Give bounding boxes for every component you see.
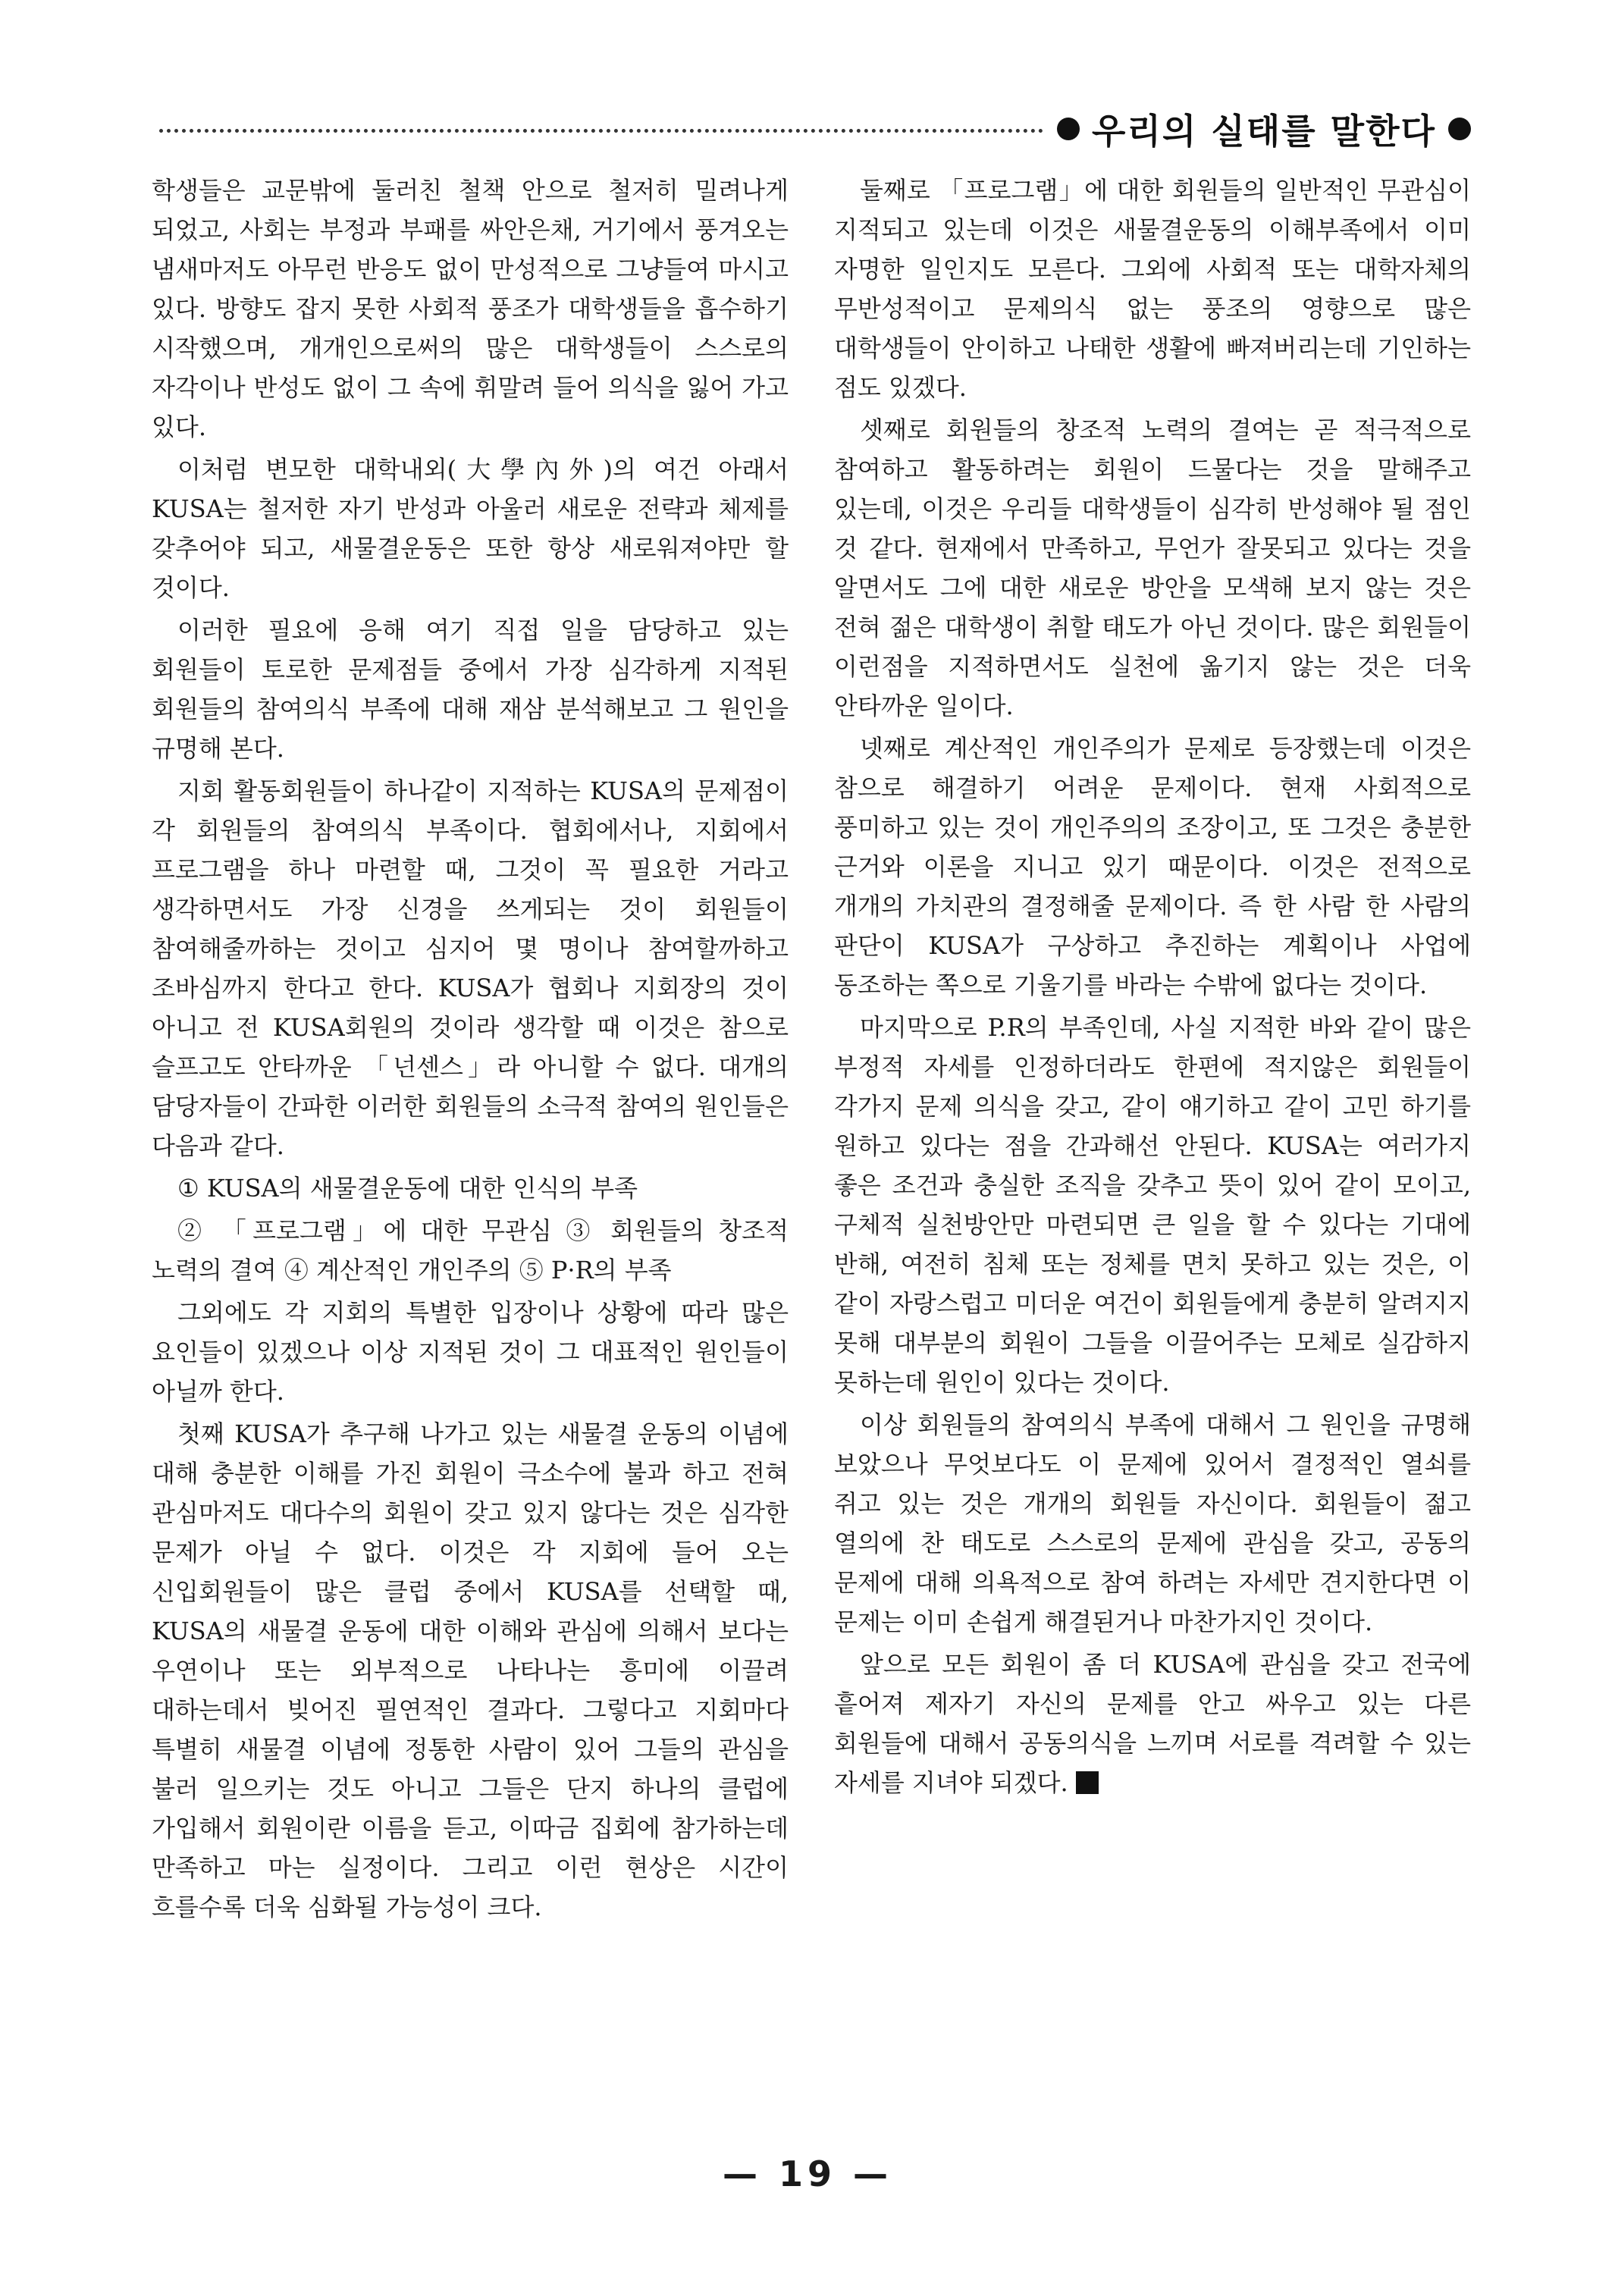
section-title: 우리의 실태를 말한다 [1092,111,1436,152]
paragraph: 넷째로 계산적인 개인주의가 문제로 등장했는데 이것은 참으로 해결하기 어려운 문제이다. 현재 사회적으로 풍미하고 있는 것이 개인주의의 조장이고, 또 그것은 충분한 근거와 이론을 지니고 있기 때문이다. 이것은 전적으로 개개의 가치관의 결정해줄 문제이다. 즉 한 사람 한 사람의 판단이 KUSA가 구상하고 추진하는 계획이나 사업에 동조하는 쪽으로 기울기를 바라는 수밖에 없다는 것이다. [834,734,1471,999]
bullet-icon [1448,118,1471,140]
left-column [152,171,789,1930]
paragraph: 학생들은 교문밖에 둘러친 철책 안으로 철저히 밀려나게 되었고, 사회는 부정과 부패를 싸안은채, 거기에서 풍겨오는 냄새마저도 아무런 반응도 없이 만성적으로 그냥들여 마시고 있다. 방향도 잡지 못한 사회적 풍조가 대학생들을 흡수하기 시작했으며, 개개인으로써의 많은 대학생들이 스스로의 자각이나 반성도 없이 그 속에 휘말려 들어 의식을 잃어 가고 있다. [152,176,789,441]
paragraph [834,1645,1471,1802]
paragraph: 이러한 필요에 응해 여기 직접 일을 담당하고 있는 회원들이 토로한 문제점들 중에서 가장 심각하게 지적된 회원들의 참여의식 부족에 대해 재삼 분석해보고 그 원인을 규명해 본다. [152,616,789,763]
paragraph: 마지막으로 P.R의 부족인데, 사실 지적한 바와 같이 많은 부정적 자세를 인정하더라도 한편에 적지않은 회원들이 각가지 문제 의식을 갖고, 같이 얘기하고 같이 고민 하기를 원하고 있다는 점을 간과해선 안된다. KUSA는 여러가지 좋은 조건과 충실한 조직을 갖추고 뜻이 있어 같이 모이고, 구체적 실천방안만 마련되면 큰 일을 할 수 있다는 기대에 반해, 여전히 침체 또는 정체를 면치 못하고 있는 것은, 이 같이 자랑스럽고 미더운 여건이 회원들에게 충분히 알려지지 못해 대부분의 회원이 그들을 이끌어주는 모체로 실감하지 못하는데 원인이 있다는 것이다. [834,1013,1471,1397]
paragraph: 셋째로 회원들의 창조적 노력의 결여는 곧 적극적으로 참여하고 활동하려는 회원이 드물다는 것을 말해주고 있는데, 이것은 우리들 대학생들이 심각히 반성해야 될 점인 것 같다. 현재에서 만족하고, 무언가 잘못되고 있다는 것을 알면서도 그에 대한 새로운 방안을 모색해 보지 않는 것은 전혀 젊은 대학생이 취할 태도가 아닌 것이다. 많은 회원들이 이런점을 지적하면서도 실천에 옮기지 않는 것은 더욱 안타까운 일이다. [834,416,1471,720]
dotted-rule [159,129,1043,133]
right-column [834,171,1471,1805]
section-header [159,106,1471,152]
closing-paragraph-text: 앞으로 모든 회원이 좀 더 KUSA에 관심을 갖고 전국에 흩어져 제자기 자신의 문제를 안고 싸우고 있는 다른 회원들에 대해서 공동의식을 느끼며 서로를 격려할 수 있는 자세를 지녀야 되겠다. [834,1650,1471,1797]
paragraph: 이처럼 변모한 대학내외(大學內外)의 여건 아래서 KUSA는 철저한 자기 반성과 아울러 새로운 전략과 체제를 갖추어야 되고, 새물결운동은 또한 항상 새로워져야만 할 것이다. [152,455,789,602]
paragraph: 그외에도 각 지회의 특별한 입장이나 상황에 따라 많은 요인들이 있겠으나 이상 지적된 것이 그 대표적인 원인들이 아닐까 한다. [152,1298,789,1406]
paragraph: 첫째 KUSA가 추구해 나가고 있는 새물결 운동의 이념에 대해 충분한 이해를 가진 회원이 극소수에 불과 하고 전혀 관심마저도 대다수의 회원이 갖고 있지 않다는 것은 심각한 문제가 아닐 수 없다. 이것은 각 지회에 들어 오는 신입회원들이 많은 클럽 중에서 KUSA를 선택할 때, KUSA의 새물결 운동에 대한 이해와 관심에 의해서 보다는 우연이나 또는 외부적으로 나타나는 흥미에 이끌려 대하는데서 빚어진 필연적인 결과다. 그렇다고 지회마다 특별히 새물결 이념에 정통한 사람이 있어 그들의 관심을 불러 일으키는 것도 아니고 그들은 단지 하나의 클럽에 가입해서 회원이란 이름을 듣고, 이따금 집회에 참가하는데 만족하고 마는 실정이다. 그리고 이런 현상은 시간이 흐를수록 더욱 심화될 가능성이 크다. [152,1419,789,1921]
paragraph: 지회 활동회원들이 하나같이 지적하는 KUSA의 문제점이 각 회원들의 참여의식 부족이다. 협회에서나, 지회에서 프로그램을 하나 마련할 때, 그것이 꼭 필요한 거라고 생각하면서도 가장 신경을 쓰게되는 것이 회원들이 참여해줄까하는 것이고 심지어 몇 명이나 참여할까하고 조바심까지 한다고 한다. KUSA가 협회나 지회장의 것이 아니고 전 KUSA회원의 것이라 생각할 때 이것은 참으로 슬프고도 안타까운 「넌센스」라 아니할 수 없다. 대개의 담당자들이 간파한 이러한 회원들의 소극적 참여의 원인들은 다음과 같다. [152,776,789,1160]
paragraph: 둘째로 「프로그램」에 대한 회원들의 일반적인 무관심이 지적되고 있는데 이것은 새물결운동의 이해부족에서 이미 자명한 일인지도 모른다. 그외에 사회적 또는 대학자체의 무반성적이고 문제의식 없는 풍조의 영향으로 많은 대학생들이 안이하고 나태한 생활에 빠져버리는데 기인하는 점도 있겠다. [834,176,1471,402]
bullet-icon [1057,118,1080,140]
end-mark-icon [1076,1771,1099,1794]
list-item: ① KUSA의 새물결운동에 대한 인식의 부족 [177,1174,638,1203]
list-item: ② 「프로그램」에 대한 무관심 ③ 회원들의 창조적 노력의 결여 ④ 계산적인 개인주의 ⑤ P·R의 부족 [152,1216,789,1284]
paragraph: 이상 회원들의 참여의식 부족에 대해서 그 원인을 규명해 보았으나 무엇보다도 이 문제에 있어서 결정적인 열쇠를 쥐고 있는 것은 개개의 회원들 자신이다. 회원들이 젊고 열의에 찬 태도로 스스로의 문제에 관심을 갖고, 공동의 문제에 대해 의욕적으로 참여 하려는 자세만 견지한다면 이 문제는 이미 손쉽게 해결된거나 마찬가지인 것이다. [834,1410,1471,1636]
page-number: — 19 — [722,2153,893,2194]
